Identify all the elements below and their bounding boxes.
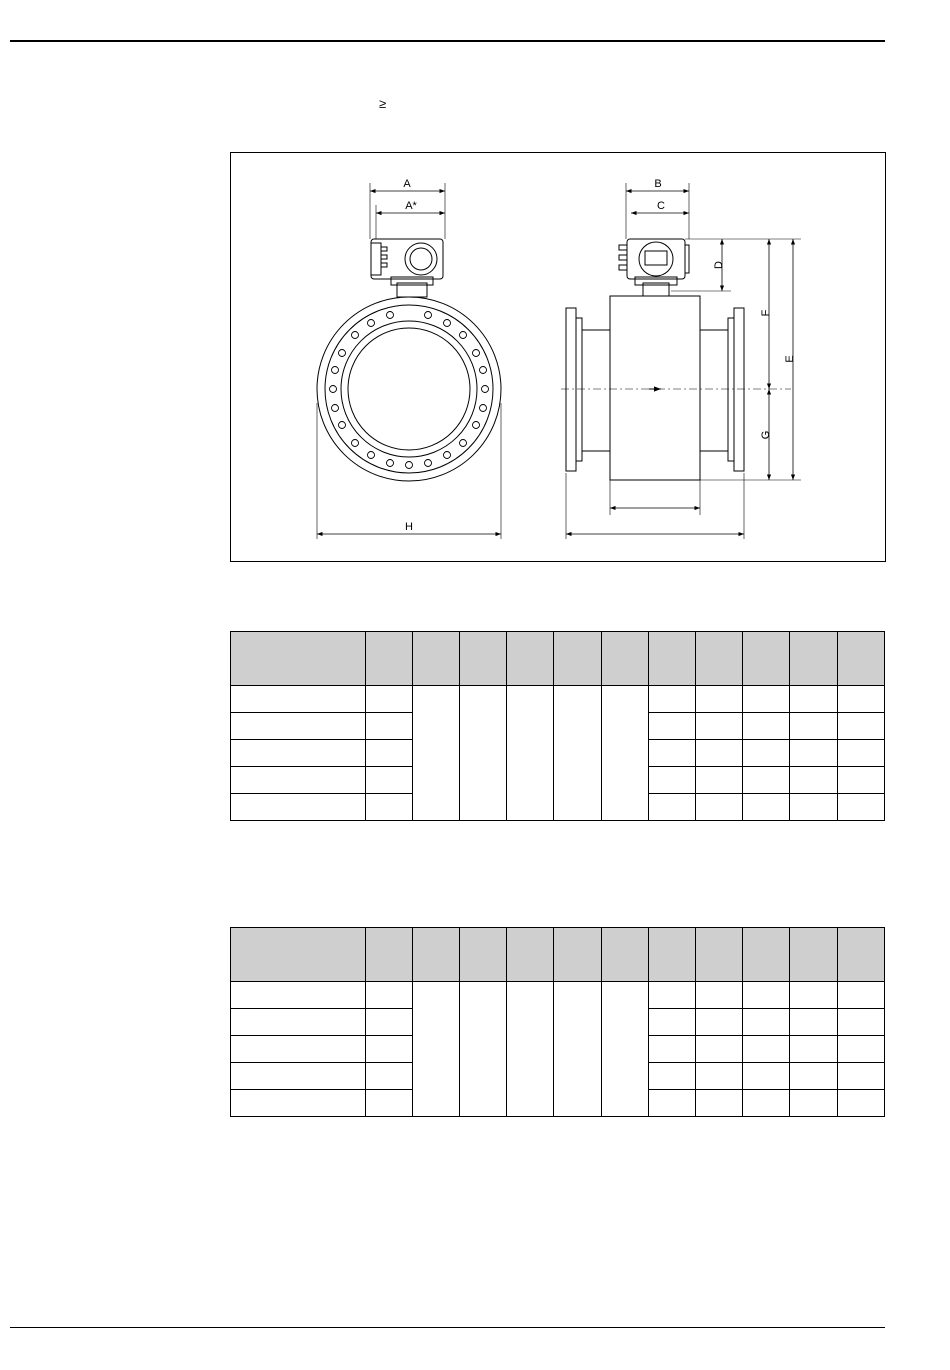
right-flange bbox=[734, 308, 744, 471]
table-cell bbox=[837, 982, 884, 1009]
header-cell bbox=[837, 632, 884, 686]
table-cell bbox=[648, 1090, 695, 1117]
table-cell bbox=[365, 686, 412, 713]
table-cell bbox=[696, 794, 743, 821]
header-cell bbox=[507, 632, 554, 686]
table-cell bbox=[231, 1036, 366, 1063]
header-cell bbox=[743, 928, 790, 982]
table-cell bbox=[648, 713, 695, 740]
table-cell-merged bbox=[412, 982, 459, 1117]
header-cell bbox=[696, 632, 743, 686]
table-cell-merged bbox=[412, 686, 459, 821]
table-cell bbox=[790, 1036, 837, 1063]
table-cell bbox=[365, 794, 412, 821]
table-cell bbox=[743, 982, 790, 1009]
table-cell bbox=[648, 794, 695, 821]
header-cell bbox=[790, 632, 837, 686]
header-cell bbox=[648, 632, 695, 686]
table-cell-merged bbox=[507, 686, 554, 821]
table-cell bbox=[365, 1036, 412, 1063]
header-cell bbox=[743, 632, 790, 686]
table-cell bbox=[837, 1063, 884, 1090]
header-cell bbox=[412, 632, 459, 686]
table-cell bbox=[648, 686, 695, 713]
table-cell bbox=[790, 794, 837, 821]
header-cell bbox=[837, 928, 884, 982]
table-cell bbox=[648, 740, 695, 767]
sensor-body bbox=[610, 296, 700, 480]
table-cell bbox=[648, 1063, 695, 1090]
dim-label-c: C bbox=[657, 200, 665, 212]
table-header-row bbox=[231, 928, 885, 982]
dimension-drawing-svg bbox=[231, 153, 885, 561]
table-cell bbox=[231, 1063, 366, 1090]
table-cell bbox=[743, 713, 790, 740]
header-cell bbox=[648, 928, 695, 982]
table-cell bbox=[743, 1036, 790, 1063]
table-cell bbox=[837, 794, 884, 821]
header-cell bbox=[460, 632, 507, 686]
table-cell-merged bbox=[601, 686, 648, 821]
table-cell bbox=[231, 740, 366, 767]
header-cell bbox=[554, 928, 601, 982]
table-cell bbox=[231, 1009, 366, 1036]
table-cell bbox=[837, 1090, 884, 1117]
table-cell bbox=[696, 982, 743, 1009]
table-cell bbox=[231, 794, 366, 821]
table-cell-merged bbox=[554, 982, 601, 1117]
table-cell bbox=[790, 767, 837, 794]
table-row bbox=[231, 686, 885, 713]
table-cell bbox=[648, 1009, 695, 1036]
table-cell bbox=[365, 713, 412, 740]
header-cell bbox=[365, 928, 412, 982]
table-cell-merged bbox=[507, 982, 554, 1117]
table-cell bbox=[743, 1090, 790, 1117]
table-cell bbox=[837, 1009, 884, 1036]
table-cell bbox=[790, 1090, 837, 1117]
table-cell bbox=[743, 686, 790, 713]
table-cell bbox=[648, 982, 695, 1009]
dimensions-table-2 bbox=[230, 927, 885, 1117]
header-cell bbox=[507, 928, 554, 982]
table-row bbox=[231, 982, 885, 1009]
footer-rule bbox=[10, 1327, 885, 1328]
header-rule bbox=[10, 40, 885, 42]
table-cell bbox=[837, 686, 884, 713]
dim-label-f: F bbox=[760, 309, 772, 317]
table-cell bbox=[231, 713, 366, 740]
table-cell bbox=[743, 767, 790, 794]
table-cell bbox=[696, 1063, 743, 1090]
dim-label-d: D bbox=[713, 261, 725, 269]
table-cell bbox=[696, 686, 743, 713]
header-cell bbox=[554, 632, 601, 686]
table-cell bbox=[837, 713, 884, 740]
table-header-row bbox=[231, 632, 885, 686]
table-cell bbox=[743, 1009, 790, 1036]
table-cell bbox=[696, 1009, 743, 1036]
table-cell bbox=[790, 740, 837, 767]
table-cell bbox=[231, 1090, 366, 1117]
table-cell bbox=[790, 982, 837, 1009]
dim-label-b: B bbox=[654, 178, 662, 190]
table-cell bbox=[696, 767, 743, 794]
table-cell bbox=[231, 767, 366, 794]
dim-label-a: A bbox=[403, 178, 411, 190]
pipe-bore bbox=[348, 328, 470, 450]
table-cell bbox=[648, 1036, 695, 1063]
table-cell bbox=[837, 1036, 884, 1063]
transmitter-housing-front bbox=[627, 239, 685, 279]
table-cell bbox=[743, 1063, 790, 1090]
table-cell bbox=[231, 686, 366, 713]
table-cell bbox=[743, 794, 790, 821]
table-cell bbox=[648, 767, 695, 794]
table-cell bbox=[790, 686, 837, 713]
table-cell bbox=[365, 1063, 412, 1090]
table-cell bbox=[365, 1009, 412, 1036]
table-cell bbox=[365, 767, 412, 794]
table-cell-merged bbox=[601, 982, 648, 1117]
header-cell bbox=[790, 928, 837, 982]
dim-label-h: H bbox=[405, 521, 413, 533]
left-flange bbox=[566, 308, 576, 471]
dimensions-table-1 bbox=[230, 631, 885, 821]
dim-label-e: E bbox=[784, 355, 796, 363]
dimension-drawing bbox=[230, 152, 886, 562]
table-cell bbox=[231, 982, 366, 1009]
table-cell bbox=[696, 740, 743, 767]
table-cell bbox=[790, 713, 837, 740]
header-cell bbox=[601, 632, 648, 686]
inequality-symbol: ≥ bbox=[379, 96, 387, 111]
table-cell bbox=[837, 767, 884, 794]
side-view bbox=[566, 183, 801, 539]
table-cell bbox=[696, 1036, 743, 1063]
bolt-holes bbox=[330, 312, 489, 469]
front-view bbox=[317, 183, 501, 539]
table-cell-merged bbox=[460, 982, 507, 1117]
header-cell bbox=[460, 928, 507, 982]
header-cell bbox=[231, 632, 366, 686]
header-cell bbox=[412, 928, 459, 982]
table-cell-merged bbox=[460, 686, 507, 821]
table-cell bbox=[790, 1063, 837, 1090]
header-cell bbox=[231, 928, 366, 982]
table-cell bbox=[696, 713, 743, 740]
table-cell bbox=[365, 982, 412, 1009]
header-cell bbox=[601, 928, 648, 982]
flange-outer bbox=[317, 297, 501, 481]
header-cell bbox=[365, 632, 412, 686]
table-cell bbox=[365, 1090, 412, 1117]
dim-label-g: G bbox=[760, 430, 772, 440]
table-cell bbox=[696, 1090, 743, 1117]
table-cell-merged bbox=[554, 686, 601, 821]
table-cell bbox=[743, 740, 790, 767]
table-cell bbox=[790, 1009, 837, 1036]
header-cell bbox=[696, 928, 743, 982]
table-cell bbox=[837, 740, 884, 767]
table-cell bbox=[365, 740, 412, 767]
dim-label-a-star: A* bbox=[405, 200, 417, 212]
